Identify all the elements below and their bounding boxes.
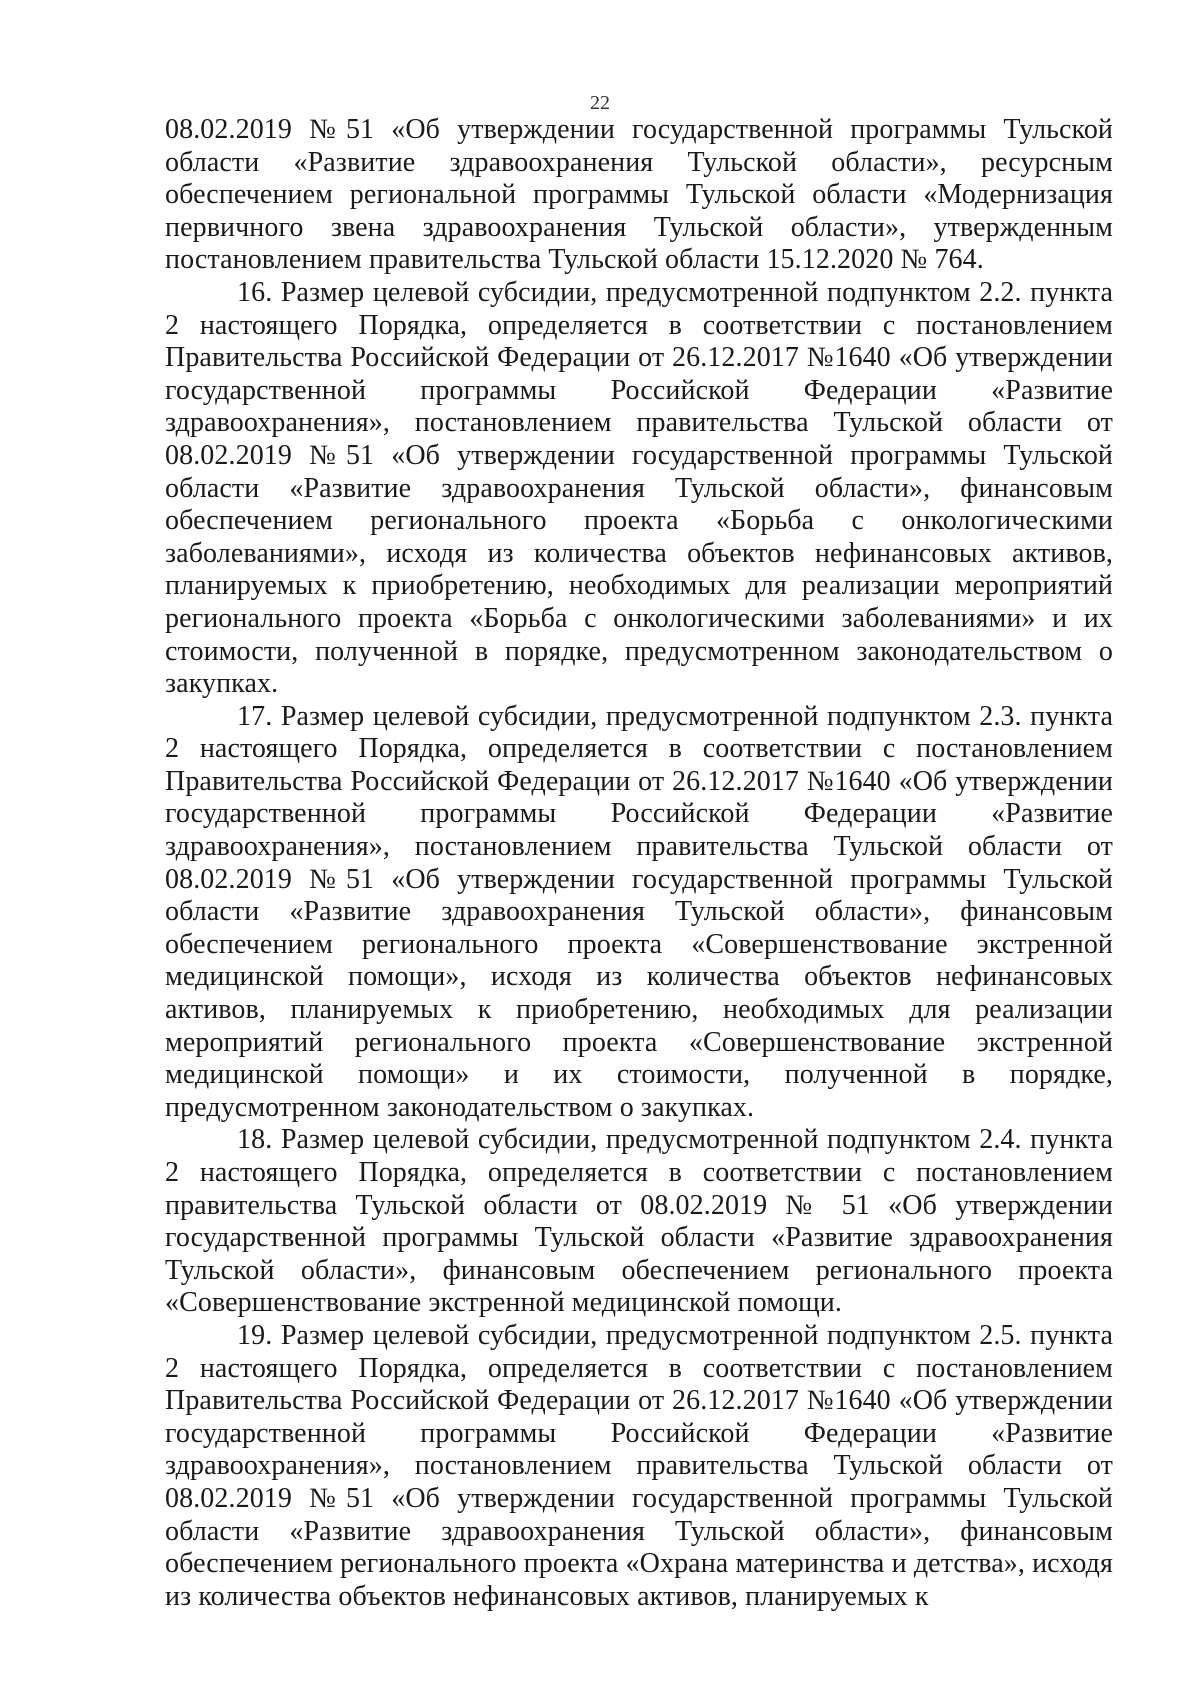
paragraph-item-19: 19. Размер целевой субсидии, предусмотренной подпунктом 2.5. пункта 2 настоящего Порядка, определяется в соответствии с постановлением Правительства Российской Федерации от 26.12.2017 №1640 «Об утверждении государственной программы Российской Федерации «Развитие здравоохранения», постановлением правительства Тульской области от 08.02.2019 №51 «Об утверждении государственной программы Тульской области «Развитие здравоохранения Тульской области», финансовым обеспечением регионального проекта «Охрана материнства и детства», исходя из количества объектов нефинансовых активов, планируемых к — [165, 1319, 1113, 1612]
paragraph-item-18: 18. Размер целевой субсидии, предусмотренной подпунктом 2.4. пункта 2 настоящего Порядка, определяется в соответствии с постановлением правительства Тульской области от 08.02.2019 № 51 «Об утверждении государственной программы Тульской области «Развитие здравоохранения Тульской области», финансовым обеспечением регионального проекта «Совершенствование экстренной медицинской помощи. — [165, 1124, 1113, 1319]
paragraph-item-17: 17. Размер целевой субсидии, предусмотренной подпунктом 2.3. пункта 2 настоящего Порядка, определяется в соответствии с постановлением Правительства Российской Федерации от 26.12.2017 №1640 «Об утверждении государственной программы Российской Федерации «Развитие здравоохранения», постановлением правительства Тульской области от 08.02.2019 №51 «Об утверждении государственной программы Тульской области «Развитие здравоохранения Тульской области», финансовым обеспечением регионального проекта «Совершенствование экстренной медицинской помощи», исходя из количества объектов нефинансовых активов, планируемых к приобретению, необходимых для реализации мероприятий регионального проекта «Совершенствование экстренной медицинской помощи» и их стоимости, полученной в порядке, предусмотренном законодательством о закупках. — [165, 700, 1113, 1123]
document-body — [165, 114, 1113, 1613]
paragraph-continuation: 08.02.2019 №51 «Об утверждении государственной программы Тульской области «Развитие здравоохранения Тульской области», ресурсным обеспечением региональной программы Тульской области «Модернизация первичного звена здравоохранения Тульской области», утвержденным постановлением правительства Тульской области 15.12.2020 № 764. — [165, 114, 1113, 276]
paragraph-item-16: 16. Размер целевой субсидии, предусмотренной подпунктом 2.2. пункта 2 настоящего Порядка, определяется в соответствии с постановлением Правительства Российской Федерации от 26.12.2017 №1640 «Об утверждении государственной программы Российской Федерации «Развитие здравоохранения», постановлением правительства Тульской области от 08.02.2019 №51 «Об утверждении государственной программы Тульской области «Развитие здравоохранения Тульской области», финансовым обеспечением регионального проекта «Борьба с онкологическими заболеваниями», исходя из количества объектов нефинансовых активов, планируемых к приобретению, необходимых для реализации мероприятий регионального проекта «Борьба с онкологическими заболеваниями» и их стоимости, полученной в порядке, предусмотренном законодательством о закупках. — [165, 276, 1113, 700]
page-number: 22 — [590, 92, 610, 114]
